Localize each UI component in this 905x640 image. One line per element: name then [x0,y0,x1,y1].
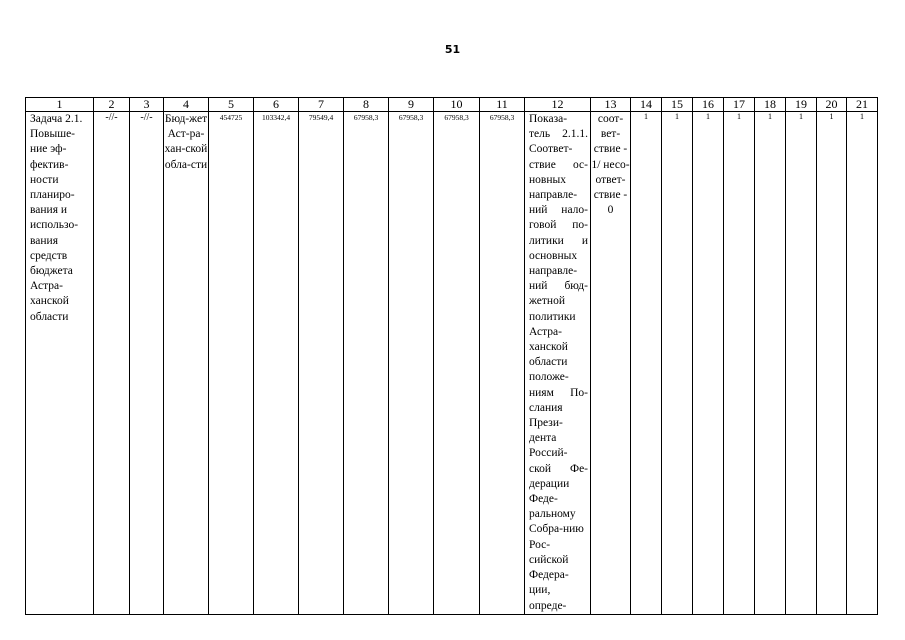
value-cell: 1 [817,112,847,615]
value-cell: 1 [755,112,786,615]
header-cell: 12 [525,98,591,112]
amount-cell: 67958,3 [389,112,434,615]
header-row [26,98,878,112]
header-cell: 7 [299,98,344,112]
ditto-cell: -//- [94,112,130,615]
header-cell: 4 [164,98,209,112]
header-cell: 6 [254,98,299,112]
indicator-cell: Показа-тель 2.1.1. Соответ-ствие ос-новных направле-ний нало-говой по-литики и основных направле-ний бюд-жетной политики Астра-ханской области положе-ниям По-слания Прези-дента Россий-ской Фе-дерации Феде-ральному Собра-нию Рос-сийской Федера-ции, опреде- [525,112,591,615]
value-cell: 1 [631,112,662,615]
header-cell: 15 [662,98,693,112]
header-cell: 10 [434,98,480,112]
ditto-cell: -//- [130,112,164,615]
amount-cell: 79549,4 [299,112,344,615]
header-cell: 5 [209,98,254,112]
header-cell: 18 [755,98,786,112]
header-cell: 1 [26,98,94,112]
header-cell: 17 [724,98,755,112]
header-cell: 3 [130,98,164,112]
header-cell: 11 [480,98,525,112]
header-cell: 14 [631,98,662,112]
task-name-cell: Задача 2.1. Повыше-ние эф-фектив-ности планиро-вания и использо-вания средств бюджета Астра-ханской области [26,112,94,615]
header-cell: 8 [344,98,389,112]
funding-source-cell: Бюд-жет Аст-ра-хан-ской обла-сти [164,112,209,615]
header-cell: 21 [847,98,878,112]
amount-cell: 67958,3 [480,112,525,615]
amount-cell: 67958,3 [344,112,389,615]
value-cell: 1 [786,112,817,615]
header-cell: 2 [94,98,130,112]
value-cell: 1 [693,112,724,615]
header-cell: 20 [817,98,847,112]
page-number: 51 [444,43,461,56]
unit-cell: соот-вет-ствие - 1/ несо-ответ-ствие - 0 [591,112,631,615]
value-cell: 1 [724,112,755,615]
value-cell: 1 [662,112,693,615]
table-row [26,112,878,615]
header-cell: 19 [786,98,817,112]
value-cell: 1 [847,112,878,615]
header-cell: 9 [389,98,434,112]
data-table [25,97,878,615]
amount-cell: 103342,4 [254,112,299,615]
header-cell: 13 [591,98,631,112]
header-cell: 16 [693,98,724,112]
amount-cell: 454725 [209,112,254,615]
amount-cell: 67958,3 [434,112,480,615]
